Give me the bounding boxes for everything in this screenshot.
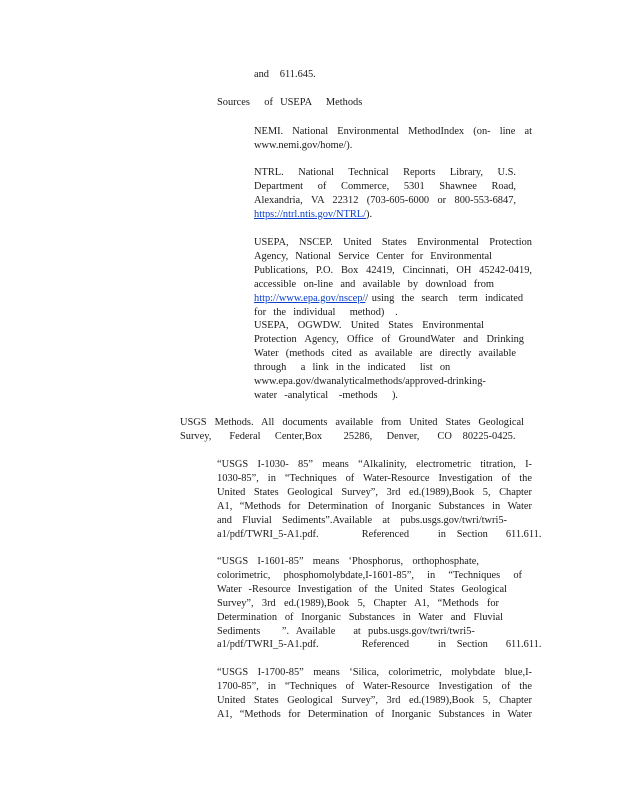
text-line: through a link in the indicated list on bbox=[254, 361, 451, 373]
text-line: NEMI. National Environmental MethodIndex (on- line at bbox=[254, 126, 532, 137]
text-line: 1030-85”, in “Techniques of Water-Resource Investigation of the bbox=[217, 472, 532, 484]
paragraph-usgs-i-1601-85 bbox=[217, 555, 542, 652]
text-line: Determination of Inorganic Substances in Water and Fluvial bbox=[217, 611, 503, 623]
text-line: Alexandria, VA 22312 (703-605-6000 or 800-553-6847, bbox=[254, 194, 516, 206]
paragraph-continuation bbox=[254, 68, 316, 82]
paragraph-usepa-nscep bbox=[254, 236, 532, 319]
text-line: Agency, National Service Center for Environmental bbox=[254, 250, 492, 262]
text-line: Protection Agency, Office of GroundWater and Drinking bbox=[254, 333, 524, 345]
text-line: USGS Methods. All documents available from United States Geological bbox=[180, 417, 524, 428]
text-line: USEPA, OGWDW. United States Environmental bbox=[254, 320, 484, 331]
text-line: for the individual method) . bbox=[254, 306, 398, 318]
text-fragment: / using the search term indicated bbox=[365, 292, 524, 304]
text-line: Publications, P.O. Box 42419, Cincinnati, OH 45242-0419, bbox=[254, 264, 532, 276]
text-line: NTRL. National Technical Reports Library, U.S. bbox=[254, 167, 516, 178]
text-line: A1, “Methods for Determination of Inorganic Substances in Water bbox=[217, 708, 532, 720]
text-line: www.epa.gov/dwanalyticalmethods/approved-drinking- bbox=[254, 375, 486, 387]
text-line bbox=[254, 208, 516, 222]
text-line: Water -Resource Investigation of the United States Geological bbox=[217, 583, 507, 595]
text-line: A1, “Methods for Determination of Inorganic Substances in Water bbox=[217, 500, 532, 512]
text-line: Survey, Federal Center,Box 25286, Denver, CO 80225-0425. bbox=[180, 430, 516, 442]
text-line: Sediments ”. Available at pubs.usgs.gov/twri/twri5- bbox=[217, 625, 475, 637]
paragraph-usgs-methods bbox=[180, 416, 524, 444]
ntrl-link[interactable]: https://ntrl.ntis.gov/NTRL/ bbox=[254, 208, 366, 220]
paragraph-usgs-i-1030-85 bbox=[217, 458, 542, 541]
text-line: water -analytical -methods ). bbox=[254, 389, 399, 401]
text-fragment: ). bbox=[366, 208, 373, 220]
section-heading-text: Sources of USEPA Methods bbox=[217, 97, 363, 108]
text-line: United States Geological Survey”, 3rd ed.(1989),Book 5, Chapter bbox=[217, 694, 532, 706]
nscep-link[interactable]: http://www.epa.gov/nscep/ bbox=[254, 292, 366, 304]
text-line: USEPA, NSCEP. United States Environmental Protection bbox=[254, 237, 532, 248]
paragraph-usepa-ogwdw bbox=[254, 319, 524, 402]
text-line: 1700-85”, in “Techniques of Water-Resource Investigation of the bbox=[217, 680, 532, 692]
text-line: colorimetric, phosphomolybdate,I-1601-85”, in “Techniques of bbox=[217, 569, 522, 581]
text-line bbox=[254, 292, 532, 306]
text-line: Water (methods cited as available are directly available bbox=[254, 347, 516, 359]
text-line: “USGS I-1601-85” means ‘Phosphorus, orthophosphate, bbox=[217, 556, 479, 567]
text-line: accessible on-line and available by download from bbox=[254, 278, 494, 290]
text-line: a1/pdf/TWRI_5-A1.pdf. Referenced in Section 611.611. bbox=[217, 528, 542, 540]
paragraph-nemi bbox=[254, 125, 532, 153]
text-line: www.nemi.gov/home/). bbox=[254, 139, 353, 151]
section-heading bbox=[217, 96, 362, 110]
text-line: Survey”, 3rd ed.(1989),Book 5, Chapter A1, “Methods for bbox=[217, 597, 499, 609]
text-line: and Fluvial Sediments”.Available at pubs.usgs.gov/twri/twri5- bbox=[217, 514, 507, 526]
text-line: United States Geological Survey”, 3rd ed.(1989),Book 5, Chapter bbox=[217, 486, 532, 498]
text-line: Department of Commerce, 5301 Shawnee Road, bbox=[254, 180, 516, 192]
text-line: “USGS I-1030- 85” means “Alkalinity, electrometric titration, I- bbox=[217, 459, 532, 470]
paragraph-ntrl bbox=[254, 166, 516, 222]
text-line: a1/pdf/TWRI_5-A1.pdf. Referenced in Section 611.611. bbox=[217, 639, 542, 651]
text-line: “USGS I-1700-85” means ‘Silica, colorimetric, molybdate blue,I- bbox=[217, 667, 532, 678]
text-line: and 611.645. bbox=[254, 69, 316, 80]
paragraph-usgs-i-1700-85 bbox=[217, 666, 532, 722]
